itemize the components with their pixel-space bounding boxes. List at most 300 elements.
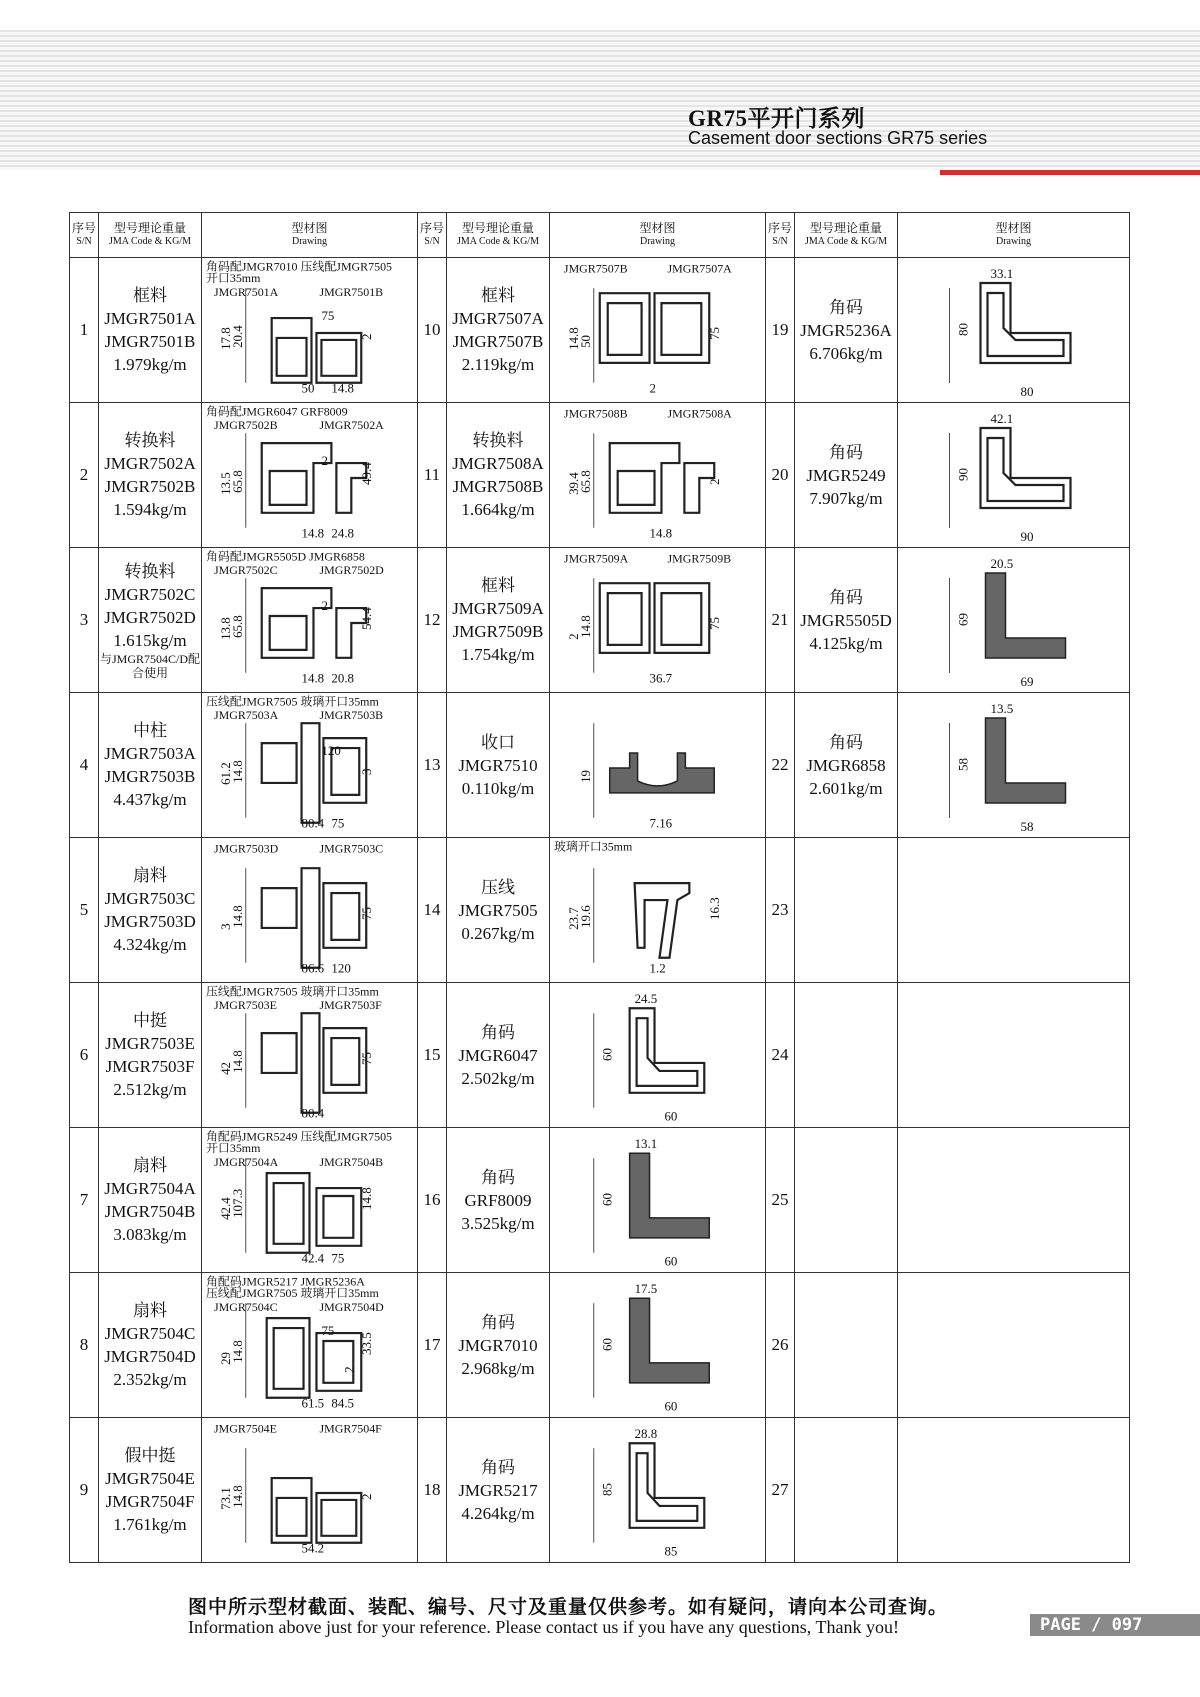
profile-weight: 1.594kg/m: [113, 500, 187, 519]
dimension-label: 61.2: [217, 762, 233, 785]
profile-drawing: [202, 403, 418, 548]
part-tag: JMGR7502D: [319, 563, 384, 578]
serial-number: 20: [766, 403, 795, 548]
profile-section-shape: [600, 583, 709, 653]
serial-number: 18: [418, 1418, 447, 1563]
profile-weight: 0.267kg/m: [461, 923, 535, 943]
profile-code: JMGR7502B: [104, 477, 196, 496]
profile-code-weight: [795, 693, 898, 838]
profile-section-shape: [272, 1478, 362, 1543]
table-row: [70, 548, 1130, 693]
profile-code: JMGR5505D: [800, 610, 892, 630]
dimension-label: 2: [359, 333, 375, 340]
dimension-label: 17.8: [217, 327, 233, 350]
dimension-label: 24.8: [331, 525, 355, 541]
profile-code: JMGR6858: [806, 755, 886, 775]
dimension-label: 39.4: [565, 472, 581, 495]
profile-code: JMGR7508B: [452, 477, 544, 496]
profile-code: JMGR7503E: [105, 1034, 195, 1053]
profile-section-diagram: [898, 258, 1129, 402]
profile-section-shape: [610, 443, 715, 513]
dimension-label: 29: [217, 1351, 233, 1365]
profile-code: JMGR7501B: [104, 332, 196, 351]
dimension-label: 49.4: [359, 462, 375, 485]
profile-code: JMGR7510: [458, 755, 538, 775]
profile-weight: 1.615kg/m: [113, 631, 187, 650]
dimension-label: 14.8: [229, 760, 245, 783]
profile-section-shape: [600, 293, 709, 363]
profile-drawing: [550, 548, 766, 693]
serial-number: 5: [70, 838, 99, 983]
profile-section-shape: [986, 718, 1066, 803]
profile-section-diagram: [202, 983, 417, 1127]
profile-weight: 2.502kg/m: [461, 1068, 535, 1088]
serial-number: 9: [70, 1418, 99, 1563]
part-tag: JMGR7503C: [319, 841, 384, 856]
dimension-label: 75: [707, 617, 723, 630]
serial-number: 4: [70, 693, 99, 838]
profile-spec-table: [69, 212, 1130, 1563]
part-tag: JMGR7508A: [667, 406, 732, 421]
part-tag: JMGR7507A: [667, 261, 732, 276]
part-tag: JMGR7502B: [213, 418, 278, 433]
header-code: 型号理论重量 JMA Code & KG/M: [99, 213, 202, 258]
profile-code-weight: [99, 548, 202, 693]
profile-section-diagram: [202, 1418, 417, 1562]
profile-weight: 1.979kg/m: [113, 355, 187, 374]
profile-weight: 2.352kg/m: [113, 1370, 187, 1389]
profile-name: 中挺: [133, 1011, 167, 1030]
dimension-label: 36.7: [649, 670, 673, 686]
dimension-label: 33.1: [990, 266, 1014, 281]
dimension-label: 2: [341, 1366, 357, 1373]
serial-number: 22: [766, 693, 795, 838]
profile-weight: 0.110kg/m: [461, 778, 535, 798]
profile-code-weight: [447, 548, 550, 693]
dimension-label: 3: [217, 923, 233, 930]
profile-weight: 4.125kg/m: [809, 633, 883, 653]
header-code: 型号理论重量 JMA Code & KG/M: [447, 213, 550, 258]
part-tag: JMGR7503E: [213, 998, 277, 1013]
profile-drawing: [550, 838, 766, 983]
dimension-label: 42: [217, 1061, 233, 1075]
profile-code: JMGR7503C: [104, 889, 196, 908]
dimension-label: 2: [321, 453, 328, 469]
profile-drawing: [550, 1128, 766, 1273]
profile-section-shape: [986, 573, 1066, 658]
profile-section-shape: [635, 883, 690, 958]
dimension-label: 14.8: [229, 1340, 245, 1363]
dimension-label: 60: [664, 1398, 678, 1414]
profile-name: 扇料: [133, 1156, 167, 1175]
serial-number: 2: [70, 403, 99, 548]
dimension-label: 42.4: [217, 1197, 233, 1220]
profile-code-weight: [447, 258, 550, 403]
profile-code-weight: [447, 1273, 550, 1418]
profile-code: JMGR7501A: [104, 309, 196, 328]
part-tag: JMGR7501A: [213, 285, 279, 300]
dimension-label: 60: [599, 1193, 615, 1206]
dimension-label: 60: [599, 1338, 615, 1351]
profile-code: JMGR5236A: [800, 320, 892, 340]
profile-section-diagram: [550, 403, 765, 547]
dimension-label: 14.8: [229, 905, 245, 928]
profile-name: 角码: [829, 442, 863, 462]
profile-section-diagram: [550, 258, 765, 402]
profile-code-weight: [99, 258, 202, 403]
profile-code: JMGR7508A: [452, 454, 544, 473]
serial-number: 17: [418, 1273, 447, 1418]
dimension-label: 75: [331, 1250, 345, 1266]
part-tag: JMGR7503A: [213, 708, 279, 723]
profile-section-shape: [630, 1443, 705, 1528]
dimension-label: 80: [955, 323, 971, 336]
serial-number: 11: [418, 403, 447, 548]
profile-code-weight: [795, 1128, 898, 1273]
profile-code: JMGR7504E: [105, 1469, 195, 1488]
serial-number: 21: [766, 548, 795, 693]
dimension-label: 20.5: [990, 556, 1014, 571]
serial-number: 3: [70, 548, 99, 693]
page-title: GR75平开门系列: [688, 106, 865, 131]
profile-code: JMGR7504A: [104, 1179, 196, 1198]
profile-section-shape: [272, 318, 362, 383]
profile-code: JMGR7503A: [104, 744, 196, 763]
profile-code: JMGR7504D: [104, 1347, 196, 1366]
serial-number: 8: [70, 1273, 99, 1418]
profile-code-weight: [795, 1418, 898, 1563]
profile-code-weight: [447, 983, 550, 1128]
part-tag: JMGR7501B: [319, 285, 384, 300]
profile-code: JMGR7505: [458, 900, 538, 920]
dimension-label: 65.8: [577, 470, 593, 493]
part-tag: JMGR7502C: [213, 563, 278, 578]
serial-number: 7: [70, 1128, 99, 1273]
dimension-label: 69: [1020, 674, 1034, 689]
profile-code: JMGR7503F: [105, 1057, 195, 1076]
profile-name: 角码: [481, 1167, 515, 1187]
profile-drawing: [898, 548, 1130, 693]
profile-code: JMGR5217: [458, 1480, 538, 1500]
serial-number: 12: [418, 548, 447, 693]
profile-name: 角码: [481, 1457, 515, 1477]
dimension-label: 14.8: [331, 380, 355, 396]
profile-code-weight: [795, 1273, 898, 1418]
dimension-label: 90: [955, 468, 971, 481]
part-tag: JMGR7504F: [319, 1421, 382, 1436]
table-body: [70, 258, 1130, 1563]
profile-name: 框料: [481, 286, 515, 305]
serial-number: 10: [418, 258, 447, 403]
profile-section-diagram: [202, 1128, 417, 1272]
dimension-label: 2: [649, 380, 657, 396]
profile-drawing: [202, 1418, 418, 1563]
profile-weight: 7.907kg/m: [809, 488, 883, 508]
dimension-label: 60: [664, 1108, 678, 1124]
assembly-caption: 角配码JMGR5249 压线配JMGR7505: [205, 1129, 393, 1144]
table-row: [70, 693, 1130, 838]
profile-section-diagram: [550, 693, 765, 837]
table-row: [70, 983, 1130, 1128]
serial-number: 25: [766, 1128, 795, 1273]
header-drawing: 型材图 Drawing: [550, 213, 766, 258]
table-header-row: [70, 213, 1130, 258]
profile-drawing: [898, 1128, 1130, 1273]
dimension-label: 80.4: [301, 815, 325, 831]
profile-drawing: [550, 1418, 766, 1563]
dimension-label: 42.1: [990, 411, 1014, 426]
profile-section-shape: [630, 1153, 710, 1238]
profile-name: 角码: [829, 732, 863, 752]
part-tag: JMGR7502A: [319, 418, 384, 433]
dimension-label: 58: [1020, 819, 1034, 834]
dimension-label: 14.8: [301, 525, 325, 541]
dimension-label: 65.8: [229, 615, 245, 638]
profile-code: JMGR7504B: [104, 1202, 196, 1221]
dimension-label: 19: [577, 769, 593, 783]
profile-section-shape: [981, 428, 1071, 508]
dimension-label: 60: [664, 1253, 678, 1269]
profile-code: JMGR7503B: [104, 767, 196, 786]
profile-code-weight: [99, 693, 202, 838]
dimension-label: 69: [955, 613, 971, 626]
part-tag: JMGR7504B: [319, 1155, 384, 1170]
dimension-label: 13.5: [990, 701, 1014, 716]
serial-number: 27: [766, 1418, 795, 1563]
profile-code: JMGR7507B: [452, 332, 544, 351]
dimension-label: 2: [707, 478, 723, 485]
profile-drawing: [202, 1273, 418, 1418]
page-subtitle: Casement door sections GR75 series: [688, 128, 988, 148]
dimension-label: 13.1: [634, 1136, 658, 1152]
part-tag: JMGR7504A: [213, 1155, 279, 1170]
profile-drawing: [550, 1273, 766, 1418]
profile-drawing: [550, 983, 766, 1128]
profile-section-shape: [630, 1008, 705, 1093]
profile-name: 收口: [481, 732, 515, 752]
assembly-caption: 压线配JMGR7505 玻璃开口35mm: [205, 1286, 379, 1301]
profile-code: JMGR5249: [806, 465, 886, 485]
dimension-label: 13.5: [217, 472, 233, 495]
dimension-label: 80.4: [301, 1105, 325, 1121]
profile-section-diagram: [550, 983, 765, 1127]
profile-drawing: [202, 1128, 418, 1273]
dimension-label: 42.4: [301, 1250, 325, 1266]
profile-section-diagram: [550, 838, 765, 982]
profile-code: JMGR7509B: [452, 622, 544, 641]
profile-weight: 1.664kg/m: [461, 500, 535, 519]
profile-code: JMGR7502D: [104, 608, 196, 627]
profile-name: 角码: [481, 1022, 515, 1042]
profile-code-weight: [99, 1128, 202, 1273]
profile-name: 角码: [481, 1312, 515, 1332]
dimension-label: 14.8: [229, 1050, 245, 1073]
footer-note-en: Information above just for your reference. Please contact us if you have any questions, Thank you!: [188, 1617, 899, 1637]
profile-name: 转换料: [124, 431, 176, 450]
profile-section-diagram: [202, 1273, 417, 1417]
profile-code-weight: [447, 838, 550, 983]
assembly-caption: 开口35mm: [205, 271, 261, 286]
profile-name: 转换料: [472, 431, 524, 450]
profile-code: JMGR7509A: [452, 599, 544, 618]
profile-section-diagram: [550, 1418, 765, 1562]
profile-code: JMGR7503D: [104, 912, 196, 931]
dimension-label: 23.7: [565, 907, 581, 930]
profile-name: 压线: [481, 877, 515, 897]
profile-name: 扇料: [133, 866, 167, 885]
profile-name: 扇料: [133, 1301, 167, 1320]
dimension-label: 90: [1020, 529, 1034, 544]
profile-drawing: [898, 693, 1130, 838]
profile-section-diagram: [550, 1273, 765, 1417]
profile-code-weight: [99, 1273, 202, 1418]
profile-section-shape: [267, 1318, 362, 1398]
profile-code-weight: [447, 1128, 550, 1273]
dimension-label: 85: [599, 1483, 615, 1496]
profile-note: 与JMGR7504C/D配合使用: [99, 652, 200, 680]
profile-name: 角码: [829, 587, 863, 607]
profile-code-weight: [795, 983, 898, 1128]
profile-weight: 2.512kg/m: [113, 1080, 187, 1099]
dimension-label: 58: [955, 758, 971, 771]
part-tag: JMGR7503D: [213, 841, 279, 856]
dimension-label: 20.4: [229, 325, 245, 348]
profile-drawing: [898, 403, 1130, 548]
profile-drawing: [898, 258, 1130, 403]
dimension-label: 19.6: [577, 905, 593, 928]
profile-weight: 1.761kg/m: [113, 1515, 187, 1534]
profile-section-diagram: [550, 1128, 765, 1272]
dimension-label: 120: [331, 960, 351, 976]
dimension-label: 2: [565, 633, 581, 640]
profile-section-diagram: [202, 403, 417, 547]
profile-drawing: [898, 1273, 1130, 1418]
part-tag: JMGR7504D: [319, 1300, 384, 1315]
header-drawing: 型材图 Drawing: [202, 213, 418, 258]
profile-name: 转换料: [124, 562, 176, 581]
part-tag: JMGR7504C: [213, 1300, 278, 1315]
profile-code-weight: [447, 1418, 550, 1563]
profile-code-weight: [99, 1418, 202, 1563]
dimension-label: 33.5: [359, 1332, 375, 1355]
serial-number: 24: [766, 983, 795, 1128]
profile-weight: 4.264kg/m: [461, 1503, 535, 1523]
assembly-caption: 角码配JMGR6047 GRF8009: [205, 404, 348, 419]
profile-section-diagram: [898, 693, 1129, 837]
dimension-label: 50: [577, 334, 593, 348]
profile-weight: 2.601kg/m: [809, 778, 883, 798]
serial-number: 14: [418, 838, 447, 983]
dimension-label: 24.5: [634, 991, 658, 1007]
table-row: [70, 1128, 1130, 1273]
profile-code-weight: [99, 838, 202, 983]
profile-section-diagram: [898, 403, 1129, 547]
dimension-label: 61.5: [301, 1395, 325, 1411]
profile-section-diagram: [898, 548, 1129, 692]
assembly-caption: 压线配JMGR7505 玻璃开口35mm: [205, 984, 379, 999]
assembly-caption: 压线配JMGR7505 玻璃开口35mm: [205, 694, 379, 709]
dimension-label: 3: [359, 768, 375, 775]
serial-number: 16: [418, 1128, 447, 1273]
profile-section-shape: [262, 588, 367, 658]
profile-section-shape: [262, 868, 367, 968]
dimension-label: 20.8: [331, 670, 355, 686]
part-tag: JMGR7509A: [563, 551, 629, 566]
profile-drawing: [202, 693, 418, 838]
profile-section-shape: [262, 1013, 367, 1113]
serial-number: 13: [418, 693, 447, 838]
profile-section-shape: [262, 443, 367, 513]
dimension-label: 120: [321, 743, 341, 759]
profile-weight: 2.968kg/m: [461, 1358, 535, 1378]
part-tag: JMGR7508B: [563, 406, 628, 421]
dimension-label: 75: [359, 1052, 375, 1065]
dimension-label: 80: [1020, 384, 1034, 399]
profile-drawing: [202, 258, 418, 403]
profile-drawing: [202, 838, 418, 983]
profile-weight: 6.706kg/m: [809, 343, 883, 363]
table-row: [70, 838, 1130, 983]
part-tag: JMGR7503B: [319, 708, 384, 723]
profile-code: JMGR6047: [458, 1045, 538, 1065]
dimension-label: 2: [321, 598, 328, 614]
part-tag: JMGR7503F: [319, 998, 382, 1013]
profile-name: 角码: [829, 297, 863, 317]
dimension-label: 16.3: [707, 897, 723, 920]
dimension-label: 1.2: [649, 960, 666, 976]
profile-section-shape: [630, 1298, 710, 1383]
footer-note-cn: 图中所示型材截面、装配、编号、尺寸及重量仅供参考。如有疑问，请向本公司查询。: [188, 1596, 949, 1618]
dimension-label: 50: [301, 380, 315, 396]
dimension-label: 107.3: [229, 1188, 245, 1218]
profile-code: GRF8009: [464, 1190, 532, 1210]
profile-drawing: [550, 693, 766, 838]
profile-weight: 2.119kg/m: [461, 355, 535, 374]
dimension-label: 85: [664, 1543, 678, 1559]
profile-drawing: [898, 838, 1130, 983]
profile-drawing: [550, 403, 766, 548]
part-tag: JMGR7507B: [563, 261, 628, 276]
dimension-label: 14.8: [565, 327, 581, 350]
profile-weight: 3.083kg/m: [113, 1225, 187, 1244]
profile-section-diagram: [202, 693, 417, 837]
table-row: [70, 1273, 1130, 1418]
dimension-label: 14.8: [649, 525, 673, 541]
dimension-label: 86.6: [301, 960, 325, 976]
profile-section-diagram: [202, 838, 417, 982]
dimension-label: 73.1: [217, 1487, 233, 1510]
dimension-label: 28.8: [634, 1426, 658, 1442]
profile-section-shape: [610, 753, 715, 793]
profile-section-diagram: [202, 258, 417, 402]
dimension-label: 14.8: [301, 670, 325, 686]
dimension-label: 75: [359, 907, 375, 920]
profile-name: 框料: [481, 576, 515, 595]
assembly-caption: 玻璃开口35mm: [553, 839, 633, 854]
profile-code: JMGR7504C: [104, 1324, 196, 1343]
dimension-label: 75: [321, 1323, 335, 1339]
dimension-label: 84.5: [331, 1395, 355, 1411]
profile-drawing: [202, 983, 418, 1128]
header-band: [0, 30, 1200, 170]
profile-code: JMGR7010: [458, 1335, 538, 1355]
dimension-label: 14.8: [229, 1485, 245, 1508]
header-sn: 序号 S/N: [766, 213, 795, 258]
assembly-caption: 角配码JMGR5217 JMGR5236A: [205, 1274, 365, 1289]
profile-name: 假中挺: [124, 1446, 176, 1465]
page-number-badge: PAGE / 097: [1030, 1614, 1200, 1636]
dimension-label: 14.8: [359, 1187, 375, 1210]
